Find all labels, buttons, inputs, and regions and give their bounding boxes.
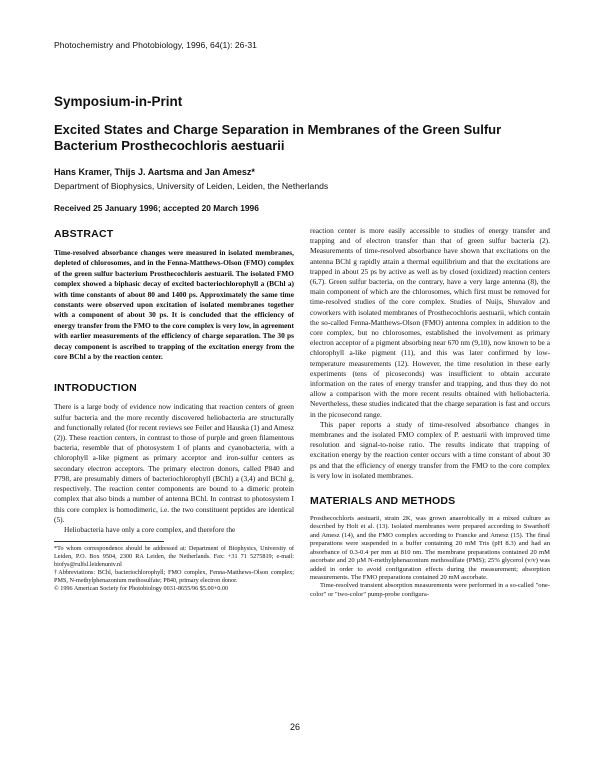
introduction-paragraph-2: Heliobacteria have only a core complex, and therefore the: [64, 524, 236, 534]
author-list: Hans Kramer, Thijs J. Aartsma and Jan Amesz*: [54, 167, 255, 177]
footnote-rule: [54, 541, 164, 542]
article-title: Excited States and Charge Separation in Membranes of the Green Sulfur Bacterium Prosthecochloris aestuarii: [54, 122, 502, 153]
footnote-abbreviations: †Abbreviations: BChl, bacteriochlorophyll; FMO complex, Fenna-Matthews-Olson complex; PMS, N-methylphenazonium methosulfate; P840, primary electron donor.: [54, 569, 294, 585]
introduction-paragraph-1: There is a large body of evidence now indicating that reaction centers of green sulfur bacteria and the more recently discovered heliobacteria are structurally and functionally related (for recent reviews see Feiler and Hauska (1) and Amesz (2)). These reaction centers, in contrast to those of purple and green filamentous bacteria, resemble that of photosystem I of plants and cyanobacteria, with a chlorophyll a-like pigment as primary acceptor and iron-sulfur centers as secondary electron acceptors. The primary electron donors, called P840 and P798, are presumably dimers of bacteriochlorophyll (BChl) a (3,4) and BChl g, respectively. The reaction center components are bound to a dimeric protein complex that also binds a number of antenna BChl. In contrast to photosystem I this core complex is homodimeric, i.e. the two constituent peptides are identical (5).: [54, 402, 294, 524]
abstract-heading: ABSTRACT: [54, 228, 114, 240]
left-column: [54, 228, 294, 593]
footnote-correspondence: *To whom correspondence should be addressed at: Department of Biophysics, University of Leiden, P.O. Box 9504, 2300 RA Leiden, the Netherlands. Fax: +31 71 5275819; e-mail: biofys@rulfsl.leidenuniv.nl: [54, 545, 294, 569]
materials-methods-heading: MATERIALS AND METHODS: [310, 495, 456, 508]
right-paragraph-2: This paper reports a study of time-resolved absorbance changes in membranes and the isolated FMO complex of P. aestuarii with improved time resolution and signal-to-noise ratio. The results indicate that trapping of excitation energy by the reaction center occurs with a time constant of about 30 ps and that the efficiency of energy transfer from the FMO to the core complex is very low in isolated membranes.: [310, 419, 550, 480]
materials-methods-paragraph-1: Prosthecochloris aestuarii, strain 2K, was grown anaerobically in a mixed culture as described by Holt et al. (13). Isolated membranes were prepared according to Swarthoff and Amesz (14), and the FMO complex according to Francke and Amesz (15). The final preparations were suspended in a buffer containing 20 mM Tris (pH 8.3) and had an absorbance of 0.3-0.4 per mm at 810 nm. The membrane preparations contained 20 mM ascorbate and 20 µM N-methylphenazonium methosulfate (PMS); 25% glycerol (v/v) was added in order to avoid configuration effects during the measurement; absorption measurements. The FMO preparations contained 20 mM ascorbate.: [310, 515, 550, 581]
copyright-line: © 1996 American Society for Photobiology 0031-8655/96 $5.00+0.00: [54, 585, 229, 593]
abstract-text: Time-resolved absorbance changes were measured in isolated membranes, depleted of chlorosomes, and in the Fenna-Matthews-Olson (FMO) complex of the green sulfur bacterium Prosthecochloris aestuarii. The isolated FMO complex showed a biphasic decay of excited bacteriochlorophyll a (BChl a) with time constants of about 80 and 1400 ps. Approximately the same time constants were observed upon excitation of isolated membranes together with a component of about 30 ps. It is concluded that the efficiency of energy transfer from the FMO to the core complex is very low, in agreement with earlier measurements of the efficiency of charge separation. The 30 ps decay component is ascribed to trapping of the excitation energy from the core BChl a by the reaction center.: [54, 248, 294, 362]
received-dates: Received 25 January 1996; accepted 20 March 1996: [54, 203, 259, 213]
right-column: [310, 226, 550, 599]
affiliation: Department of Biophysics, University of Leiden, Leiden, the Netherlands: [54, 181, 329, 191]
journal-citation: Photochemistry and Photobiology, 1996, 64(1): 26-31: [54, 40, 257, 50]
right-paragraph-1: reaction center is more easily accessible to studies of energy transfer and trapping and of electron transfer than that of green sulfur bacteria (2). Measurements of time-resolved absorbance have shown that excitations on the antenna BChl g rapidly attain a thermal equilibrium and that the excitations are trapped in about 25 ps by active as well as by closed (oxidized) reaction centers (6,7). Green sulfur bacteria, on the contrary, have a very large antenna (8), the main component of which are the chlorosomes, which first must be removed for time-resolved studies of the core complex. Studies of Nuijs, Shuvalov and coworkers with isolated membranes of Prosthecochloris aestuarii, which contain the so-called Fenna-Matthews-Olson (FMO) antenna complex in addition to the core complex, but no chlorosomes, established the involvement as primary electron acceptor of a pigment absorbing near 670 nm (9,10), now known to be a chlorophyll a-like pigment (11), and this was later confirmed by low-temperature measurements (12). However, the time resolution in these early experiments (tens of picoseconds) was insufficient to obtain accurate information on the rates of energy transfer and trapping, and thus they do not allow a comparison with the more recent results obtained with heliobacteria. Nevertheless, these studies indicated that the charge separation is fast and occurs in the picosecond range.: [310, 226, 550, 419]
introduction-heading: INTRODUCTION: [54, 382, 137, 395]
page-number: 26: [290, 722, 301, 732]
materials-methods-paragraph-2: Time-resolved transient absorption measurements were performed in a so-called "one-color" or "two-color" pump-probe configura-: [310, 582, 550, 598]
section-tag: Symposium-in-Print: [54, 94, 183, 109]
